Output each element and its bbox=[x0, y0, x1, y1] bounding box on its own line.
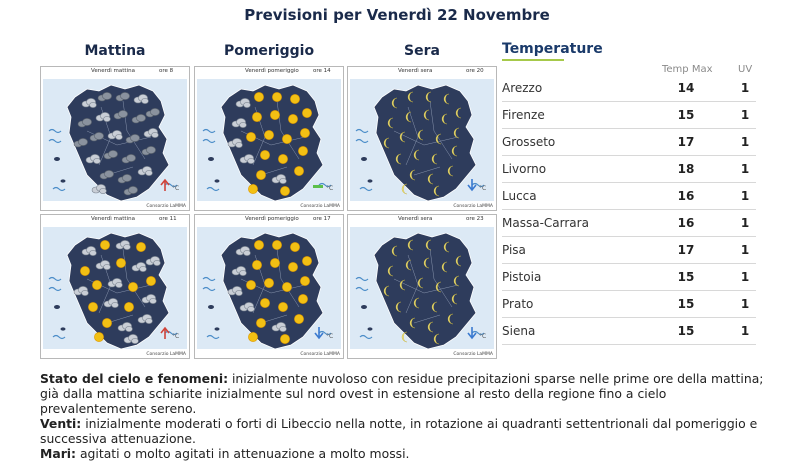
uv-value: 1 bbox=[740, 108, 750, 122]
city-name: Prato bbox=[502, 297, 534, 311]
uv-value: 1 bbox=[740, 189, 750, 203]
temp-max-value: 15 bbox=[677, 297, 695, 311]
column-header-sera: Sera bbox=[404, 43, 440, 59]
sky-paragraph bbox=[40, 371, 770, 416]
temperature-row bbox=[502, 183, 756, 210]
weather-map bbox=[40, 214, 190, 359]
wind-text: inizialmente moderati o forti di Libeccio nella notte, in rotazione ai quadranti settentrionali dal pomeriggio e successiva attenuazione. bbox=[40, 416, 758, 446]
map-hour: ore 17 bbox=[313, 216, 331, 222]
map-hour: ore 14 bbox=[313, 68, 331, 74]
temp-max-value: 15 bbox=[677, 324, 695, 338]
city-name: Massa-Carrara bbox=[502, 216, 589, 230]
temp-max-value: 17 bbox=[677, 243, 695, 257]
celsius-icon: °C bbox=[326, 185, 334, 192]
city-name: Grosseto bbox=[502, 135, 556, 149]
weather-map bbox=[194, 66, 344, 211]
wind-label: Venti: bbox=[40, 416, 82, 431]
celsius-icon: °C bbox=[479, 333, 487, 340]
temperature-row bbox=[502, 237, 756, 264]
temperature-row bbox=[502, 291, 756, 318]
weather-map bbox=[40, 66, 190, 211]
city-name: Siena bbox=[502, 324, 536, 338]
map-header: Venerdì pomeriggio bbox=[245, 68, 299, 74]
map-credit: Consorzio LaMMA bbox=[146, 204, 186, 209]
temperature-row bbox=[502, 102, 756, 129]
map-header: Venerdì mattina bbox=[91, 216, 135, 222]
uv-value: 1 bbox=[740, 297, 750, 311]
sea-paragraph bbox=[40, 446, 770, 461]
temp-max-value: 17 bbox=[677, 135, 695, 149]
map-credit: Consorzio LaMMA bbox=[453, 204, 493, 209]
city-name: Lucca bbox=[502, 189, 537, 203]
city-name: Pisa bbox=[502, 243, 526, 257]
temperature-title: Temperature bbox=[502, 41, 603, 57]
sea-label: Mari: bbox=[40, 446, 77, 461]
temp-max-value: 15 bbox=[677, 108, 695, 122]
celsius-icon: °C bbox=[326, 333, 334, 340]
uv-value: 1 bbox=[740, 270, 750, 284]
map-header: Venerdì sera bbox=[398, 68, 433, 74]
temperature-row bbox=[502, 75, 756, 102]
weather-map bbox=[194, 214, 344, 359]
city-name: Pistoia bbox=[502, 270, 542, 284]
temperature-row bbox=[502, 210, 756, 237]
uv-value: 1 bbox=[740, 243, 750, 257]
map-header: Venerdì sera bbox=[398, 216, 433, 222]
weather-map bbox=[347, 214, 497, 359]
map-header: Venerdì mattina bbox=[91, 68, 135, 74]
map-hour: ore 23 bbox=[466, 216, 484, 222]
map-hour: ore 8 bbox=[159, 68, 174, 74]
temperature-row bbox=[502, 156, 756, 183]
celsius-icon: °C bbox=[479, 185, 487, 192]
city-name: Livorno bbox=[502, 162, 547, 176]
map-credit: Consorzio LaMMA bbox=[300, 204, 340, 209]
forecast-text bbox=[40, 371, 770, 461]
temperature-row bbox=[502, 129, 756, 156]
sky-label: Stato del cielo e fenomeni: bbox=[40, 371, 229, 386]
city-name: Arezzo bbox=[502, 81, 543, 95]
map-header: Venerdì pomeriggio bbox=[245, 216, 299, 222]
city-name: Firenze bbox=[502, 108, 545, 122]
temp-max-value: 18 bbox=[677, 162, 695, 176]
uv-value: 1 bbox=[740, 135, 750, 149]
map-credit: Consorzio LaMMA bbox=[300, 352, 340, 357]
temp-max-value: 16 bbox=[677, 216, 695, 230]
uv-value: 1 bbox=[740, 324, 750, 338]
uv-value: 1 bbox=[740, 81, 750, 95]
uv-value: 1 bbox=[740, 216, 750, 230]
weather-map bbox=[347, 66, 497, 211]
map-hour: ore 11 bbox=[159, 216, 177, 222]
sky-text: inizialmente nuvoloso con residue precipitazioni sparse nelle prime ore della mattina; già dalla mattina schiarite inizialmente sul nord ovest in estensione al resto della regione fino a cielo prevalentemente sereno. bbox=[40, 371, 764, 416]
map-credit: Consorzio LaMMA bbox=[453, 352, 493, 357]
temp-max-value: 16 bbox=[677, 189, 695, 203]
wind-paragraph bbox=[40, 416, 770, 446]
temperature-row bbox=[502, 318, 756, 345]
page-title: Previsioni per Venerdì 22 Novembre bbox=[244, 6, 550, 24]
uv-value: 1 bbox=[740, 162, 750, 176]
celsius-icon: °C bbox=[172, 333, 180, 340]
map-credit: Consorzio LaMMA bbox=[146, 352, 186, 357]
sea-text: agitati o molto agitati in attenuazione a molto mossi. bbox=[76, 446, 410, 461]
temperature-title-underline bbox=[502, 59, 564, 61]
column-header-mattina: Mattina bbox=[84, 43, 146, 59]
temperature-row bbox=[502, 264, 756, 291]
uv-header: UV bbox=[738, 64, 753, 75]
celsius-icon: °C bbox=[172, 185, 180, 192]
map-hour: ore 20 bbox=[466, 68, 484, 74]
column-header-pomeriggio: Pomeriggio bbox=[223, 43, 315, 59]
temp-max-value: 15 bbox=[677, 270, 695, 284]
temp-max-value: 14 bbox=[677, 81, 695, 95]
temp-max-header: Temp Max bbox=[662, 64, 713, 75]
